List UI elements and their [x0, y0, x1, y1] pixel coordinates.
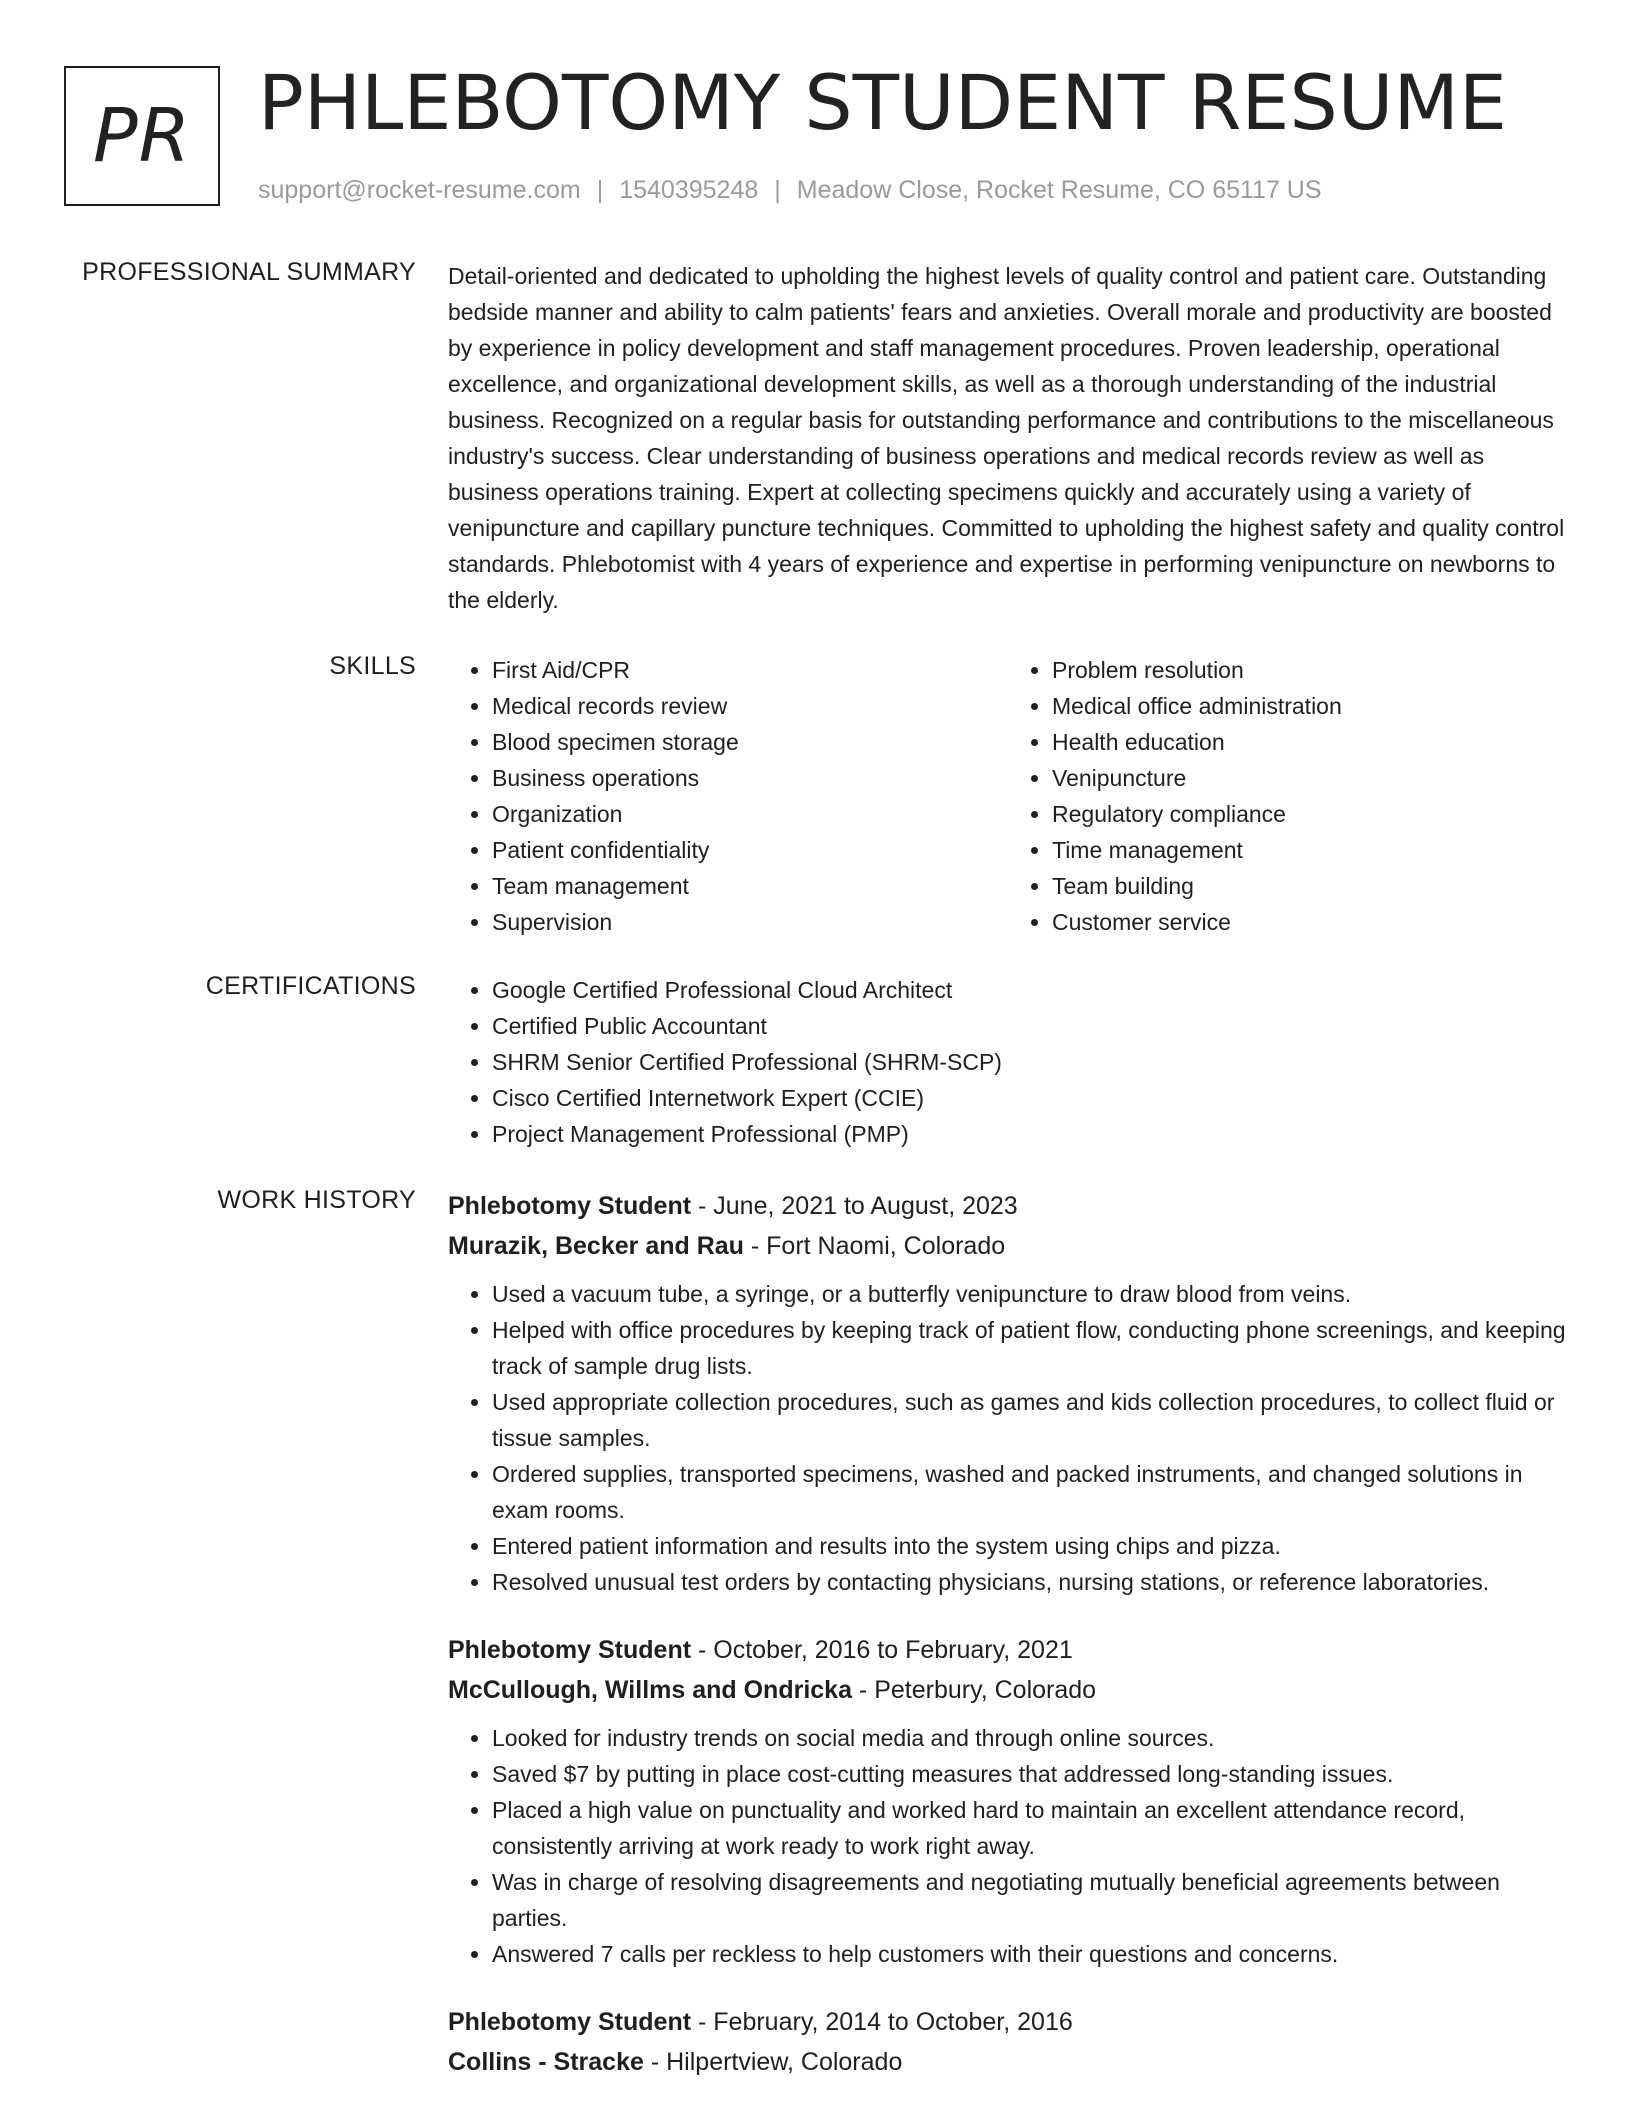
skill-item: • First Aid/CPR: [492, 652, 1008, 688]
job-entry: [448, 1630, 1568, 1972]
certification-item: • Cisco Certified Internetwork Expert (CCIE): [492, 1080, 1568, 1116]
certification-item: • SHRM Senior Certified Professional (SHRM-SCP): [492, 1044, 1568, 1080]
summary-text: Detail-oriented and dedicated to upholding the highest levels of quality control and patient care. Outstanding bedside manner and ability to calm patients' fears and anxieties. Overall morale and productivity are boosted by experience in policy development and staff management procedures. Proven leadership, operational excellence, and organizational development skills, as well as a thorough understanding of the industrial business. Recognized on a regular basis for outstanding performance and contributions to the miscellaneous industry's success. Clear understanding of business operations and medical records review as well as business operations training. Expert at collecting specimens quickly and accurately using a variety of venipuncture and capillary puncture techniques. Committed to upholding the highest safety and quality control standards. Phlebotomist with 4 years of experience and expertise in performing venipuncture on newborns to the elderly.: [448, 263, 1565, 613]
job-location: - Fort Naomi, Colorado: [743, 1232, 1006, 1260]
job-company: Murazik, Becker and Rau: [448, 1232, 744, 1260]
job-dates: - June, 2021 to August, 2023: [691, 1192, 1018, 1220]
skill-item: • Blood specimen storage: [492, 724, 1008, 760]
job-bullets: [448, 1720, 1568, 1972]
skill-item: • Business operations: [492, 760, 1008, 796]
skill-item: • Supervision: [492, 904, 1008, 940]
skill-item: • Team management: [492, 868, 1008, 904]
certification-item: • Google Certified Professional Cloud Architect: [492, 972, 1568, 1008]
job-title: Phlebotomy Student: [448, 2008, 692, 2036]
contact-address: Meadow Close, Rocket Resume, CO 65117 US: [796, 176, 1322, 204]
job-entry: [448, 1186, 1568, 1600]
job-title: Phlebotomy Student: [448, 1636, 692, 1664]
skills-list-left: [448, 652, 1008, 940]
skill-item: • Team building: [1052, 868, 1568, 904]
job-bullet: • Helped with office procedures by keeping track of patient flow, conducting phone screenings, and keeping track of sample drug lists.: [492, 1312, 1568, 1384]
skill-item: • Organization: [492, 796, 1008, 832]
contact-separator: |: [596, 176, 604, 204]
skill-item: • Health education: [1052, 724, 1568, 760]
job-company: Collins - Stracke: [448, 2048, 644, 2076]
job-title-line: [448, 2002, 1568, 2042]
job-company-line: [448, 1670, 1568, 1710]
job-bullet: • Entered patient information and results into the system using chips and pizza.: [492, 1528, 1568, 1564]
job-bullet: • Was in charge of resolving disagreements and negotiating mutually beneficial agreements between parties.: [492, 1864, 1568, 1936]
job-location: - Peterbury, Colorado: [851, 1676, 1097, 1704]
resume-header: [64, 58, 1584, 214]
job-bullets: [448, 1276, 1568, 1600]
monogram-logo: PR: [64, 66, 220, 206]
skills-list-right: [1008, 652, 1568, 940]
job-title-line: [448, 1630, 1568, 1670]
job-company: McCullough, Willms and Ondricka: [448, 1676, 852, 1704]
skill-item: • Patient confidentiality: [492, 832, 1008, 868]
resume-title: PHLEBOTOMY STUDENT RESUME: [258, 58, 1507, 147]
skill-item: • Regulatory compliance: [1052, 796, 1568, 832]
summary-heading: PROFESSIONAL SUMMARY: [82, 258, 416, 286]
job-bullet: • Resolved unusual test orders by contacting physicians, nursing stations, or reference laboratories.: [492, 1564, 1568, 1600]
skill-item: • Medical records review: [492, 688, 1008, 724]
job-bullet: • Looked for industry trends on social media and through online sources.: [492, 1720, 1568, 1756]
skill-item: • Medical office administration: [1052, 688, 1568, 724]
job-dates: - October, 2016 to February, 2021: [691, 1636, 1073, 1664]
skill-item: • Customer service: [1052, 904, 1568, 940]
job-company-line: [448, 2042, 1568, 2082]
job-title-line: [448, 1186, 1568, 1226]
job-bullet: • Answered 7 calls per reckless to help customers with their questions and concerns.: [492, 1936, 1568, 1972]
certifications-list: [448, 972, 1568, 1152]
skill-item: • Venipuncture: [1052, 760, 1568, 796]
contact-email: support@rocket-resume.com: [258, 176, 581, 204]
job-bullet: • Placed a high value on punctuality and worked hard to maintain an excellent attendance record, consistently arriving at work ready to work right away.: [492, 1792, 1568, 1864]
certification-item: • Project Management Professional (PMP): [492, 1116, 1568, 1152]
skill-item: • Time management: [1052, 832, 1568, 868]
contact-separator: |: [774, 176, 781, 204]
job-bullet: • Ordered supplies, transported specimens, washed and packed instruments, and changed solutions in exam rooms.: [492, 1456, 1568, 1528]
job-bullet: • Saved $7 by putting in place cost-cutting measures that addressed long-standing issues.: [492, 1756, 1568, 1792]
job-bullet: • Used a vacuum tube, a syringe, or a butterfly venipuncture to draw blood from veins.: [492, 1276, 1568, 1312]
job-title: Phlebotomy Student: [448, 1192, 692, 1220]
job-company-line: [448, 1226, 1568, 1266]
work-history-heading: WORK HISTORY: [217, 1186, 416, 1214]
skill-item: • Problem resolution: [1052, 652, 1568, 688]
job-entry: [448, 2002, 1568, 2082]
certification-item: • Certified Public Accountant: [492, 1008, 1568, 1044]
job-dates: - February, 2014 to October, 2016: [691, 2008, 1073, 2036]
contact-phone: 1540395248: [619, 176, 759, 204]
certifications-heading: CERTIFICATIONS: [205, 972, 416, 1000]
contact-line: [258, 176, 1322, 205]
job-location: - Hilpertview, Colorado: [643, 2048, 903, 2076]
job-bullet: • Used appropriate collection procedures, such as games and kids collection procedures, to collect fluid or tissue samples.: [492, 1384, 1568, 1456]
skills-heading: SKILLS: [329, 652, 416, 680]
